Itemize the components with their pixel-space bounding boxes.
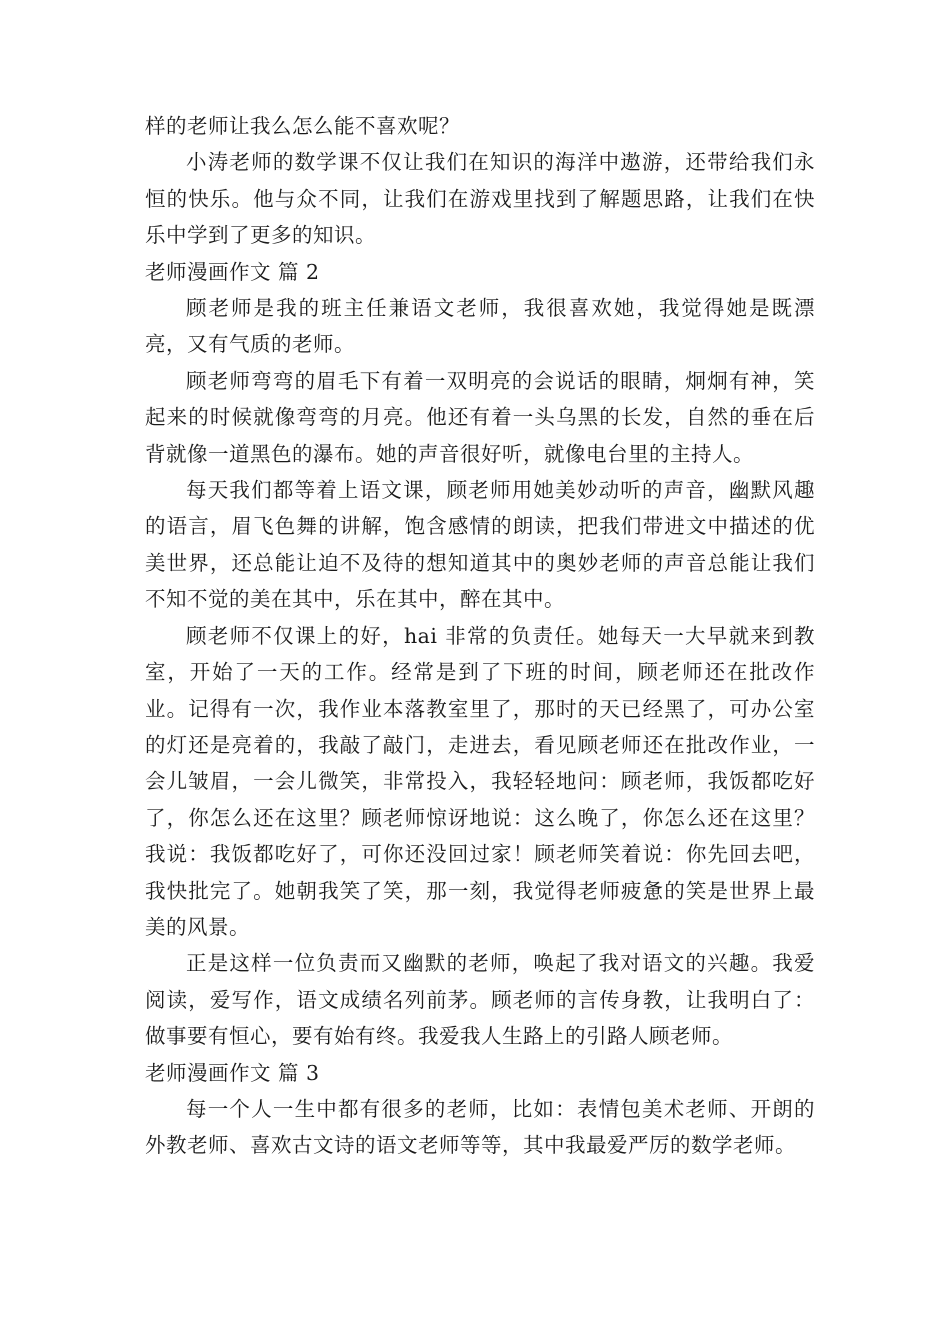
paragraph: 正是这样一位负责而又幽默的老师，唤起了我对语文的兴趣。我爱阅读，爱写作，语文成绩名列前茅。顾老师的言传身教，让我明白了：做事要有恒心，要有始有终。我爱我人生路上的引路人顾老师。 [145, 951, 815, 1049]
paragraph: 顾老师是我的班主任兼语文老师，我很喜欢她，我觉得她是既漂亮，又有气质的老师。 [145, 296, 815, 357]
document-body [145, 108, 815, 1164]
paragraph: 每一个人一生中都有很多的老师，比如：表情包美术老师、开朗的外教老师、喜欢古文诗的语文老师等等，其中我最爱严厉的数学老师。 [145, 1096, 815, 1158]
section-heading-3: 老师漫画作文 篇 3 [145, 1060, 320, 1085]
paragraph: 顾老师弯弯的眉毛下有着一双明亮的会说话的眼睛，炯炯有神，笑起来的时候就像弯弯的月亮。他还有着一头乌黑的长发，自然的垂在后背就像一道黑色的瀑布。她的声音很好听，就像电台里的主持人。 [145, 368, 815, 466]
paragraph: 顾老师不仅课上的好，hai 非常的负责任。她每天一大早就来到教室，开始了一天的工作。经常是到了下班的时间，顾老师还在批改作业。记得有一次，我作业本落教室里了，那时的天已经黑了，可办公室的灯还是亮着的，我敲了敲门，走进去，看见顾老师还在批改作业，一会儿皱眉，一会儿微笑，非常投入，我轻轻地问：顾老师，我饭都吃好了，你怎么还在这里？顾老师惊讶地说：这么晚了，你怎么还在这里？我说：我饭都吃好了，可你还没回过家！顾老师笑着说：你先回去吧，我快批完了。她朝我笑了笑，那一刻，我觉得老师疲惫的笑是世界上最美的风景。 [145, 623, 815, 939]
paragraph-continued: 样的老师让我么怎么能不喜欢呢？ [145, 114, 460, 138]
paragraph: 每天我们都等着上语文课，顾老师用她美妙动听的声音，幽默风趣的语言，眉飞色舞的讲解，饱含感情的朗读，把我们带进文中描述的优美世界，还总能让迫不及待的想知道其中的奥妙老师的声音总能让我们不知不觉的美在其中，乐在其中，醉在其中。 [145, 478, 815, 612]
section-heading-2: 老师漫画作文 篇 2 [145, 259, 320, 284]
paragraph: 小涛老师的数学课不仅让我们在知识的海洋中遨游，还带给我们永恒的快乐。他与众不同，让我们在游戏里找到了解题思路，让我们在快乐中学到了更多的知识。 [145, 150, 815, 248]
